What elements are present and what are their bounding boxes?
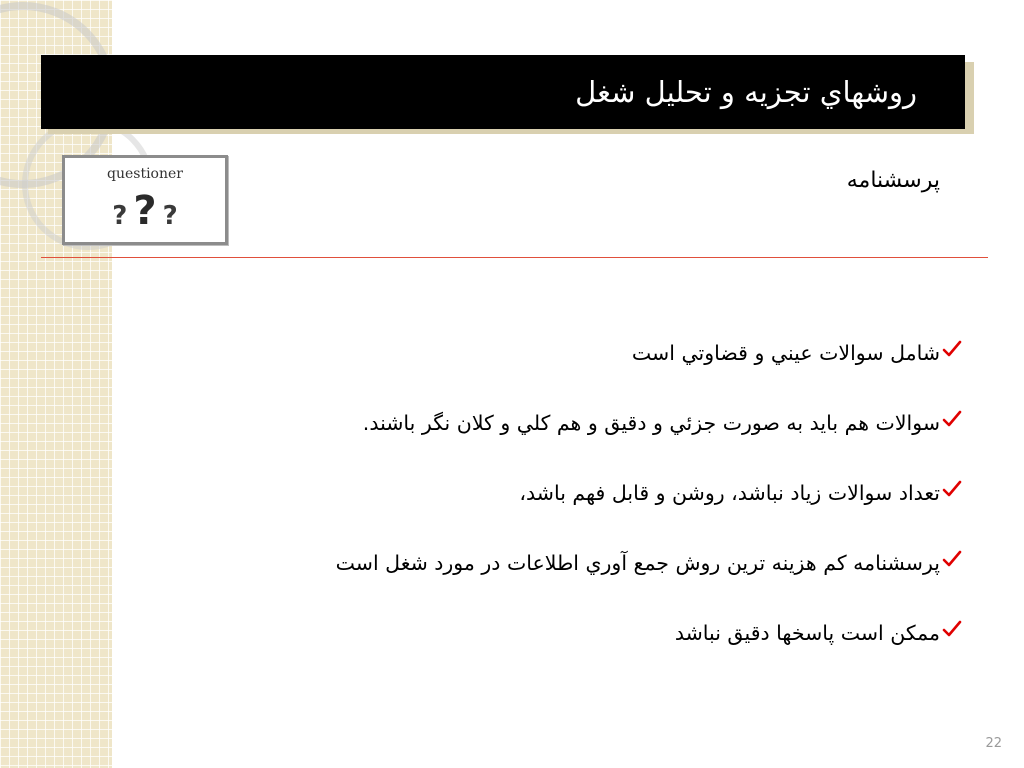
divider-line [41,257,988,258]
question-marks-icon [65,188,225,232]
questioner-image-label: questioner [107,166,183,182]
checkmark-icon [942,549,962,569]
question-mark: ? [112,201,128,231]
slide-title: روشهاي تجزيه و تحليل شغل [575,75,917,109]
checkmark-icon [942,409,962,429]
bullet-text: پرسشنامه كم هزينه ترين روش جمع آوري اطلاعات در مورد شغل است [335,551,940,575]
bullet-item [130,528,962,598]
question-mark: ? [133,188,157,234]
page-number: 22 [985,736,1002,751]
bullet-text: ممكن است پاسخها دقيق نباشد [674,621,940,645]
title-bar [41,55,965,129]
bullet-item [130,388,962,458]
checkmark-icon [942,339,962,359]
bullet-text: تعداد سوالات زياد نباشد، روشن و قابل فهم باشد، [519,481,940,505]
slide-subtitle: پرسشنامه [846,168,940,193]
question-mark: ? [162,201,178,231]
bullet-item [130,458,962,528]
bullet-text: سوالات هم بايد به صورت جزئي و دقيق و هم كلي و كلان نگر باشند. [362,411,940,435]
bullet-text: شامل سوالات عيني و قضاوتي است [631,341,940,365]
bullet-item [130,598,962,668]
bullet-list [130,318,962,668]
bullet-item [130,318,962,388]
questioner-image [62,155,228,245]
checkmark-icon [942,619,962,639]
checkmark-icon [942,479,962,499]
